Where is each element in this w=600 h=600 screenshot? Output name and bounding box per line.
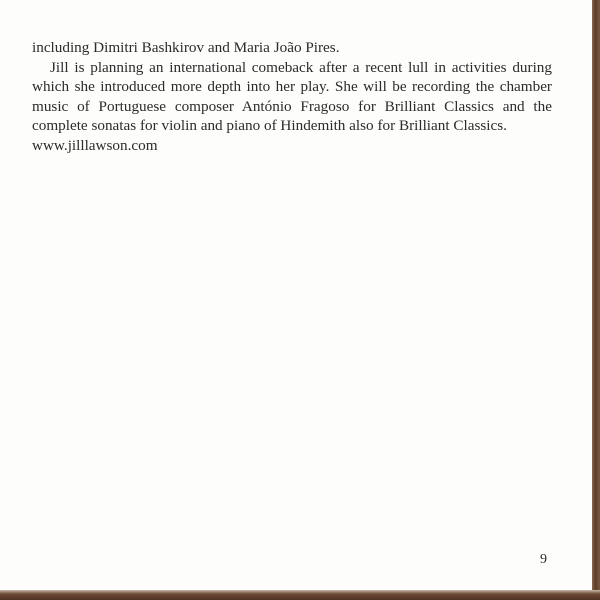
website-text: www.jilllawson.com xyxy=(32,136,158,154)
body-text xyxy=(32,38,552,156)
page-number: 9 xyxy=(540,552,547,567)
page-edge-right xyxy=(592,0,600,600)
continued-line: including Dimitri Bashkirov and Maria João Pires. xyxy=(32,39,340,56)
page-edge-bottom xyxy=(0,590,600,600)
biography-paragraph: Jill is planning an international comeback after a recent lull in activities during which she introduced more depth into her play. She will be recording the chamber music of Portuguese composer António Fragoso for Brilliant Classics and the complete sonatas for violin and piano of Hindemith also for Brilliant Classics. xyxy=(32,58,552,135)
